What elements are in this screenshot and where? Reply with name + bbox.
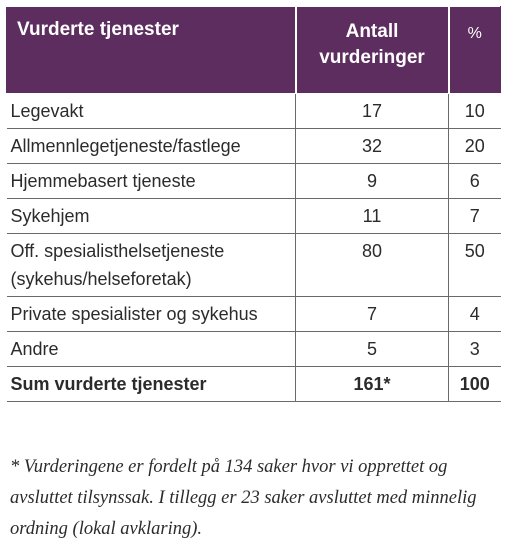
header-percent: % [449, 7, 501, 94]
footnote: * Vurderingene er fordelt på 134 saker hvor vi opprettet og avsluttet tilsynssak. I tillegg er 23 saker avsluttet med minnelig ordning (lokal avklaring). [10, 457, 477, 539]
row-service: Private spesialister og sykehus [7, 297, 296, 332]
table-row [7, 199, 501, 234]
table-row [7, 129, 501, 164]
row-count: 11 [296, 199, 449, 234]
total-percent: 100 [449, 367, 501, 402]
total-count: 161* [296, 367, 449, 402]
row-percent: 6 [449, 164, 501, 199]
row-count: 32 [296, 129, 449, 164]
row-service: Off. spesialisthelsetjeneste (sykehus/helseforetak) [7, 234, 296, 297]
row-percent: 50 [449, 234, 501, 297]
table-row [7, 332, 501, 367]
header-service: Vurderte tjenester [7, 7, 296, 94]
services-table [6, 6, 501, 402]
table-row [7, 297, 501, 332]
row-service: Andre [7, 332, 296, 367]
row-service: Legevakt [7, 94, 296, 129]
row-service: Hjemmebasert tjeneste [7, 164, 296, 199]
row-percent: 4 [449, 297, 501, 332]
row-service: Sykehjem [7, 199, 296, 234]
row-count: 17 [296, 94, 449, 129]
table-header [7, 7, 501, 94]
row-service: Allmennlegetjeneste/fastlege [7, 129, 296, 164]
total-service: Sum vurderte tjenester [7, 367, 296, 402]
row-count: 7 [296, 297, 449, 332]
table-body [7, 94, 501, 402]
row-count: 9 [296, 164, 449, 199]
header-count-label: Antall vurderinger [319, 21, 425, 68]
row-percent: 3 [449, 332, 501, 367]
total-row [7, 367, 501, 402]
row-count: 5 [296, 332, 449, 367]
row-percent: 20 [449, 129, 501, 164]
table-row [7, 94, 501, 129]
row-percent: 7 [449, 199, 501, 234]
row-percent: 10 [449, 94, 501, 129]
table-row [7, 164, 501, 199]
header-count [296, 7, 449, 94]
table-row [7, 234, 501, 297]
row-count: 80 [296, 234, 449, 297]
